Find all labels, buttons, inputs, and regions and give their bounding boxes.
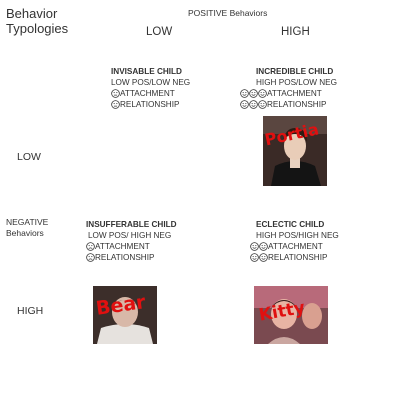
negative-axis-label <box>6 217 48 239</box>
kitty-photo <box>254 286 328 344</box>
happy-face-icon <box>250 253 259 262</box>
relationship-row <box>111 99 190 110</box>
negative-axis-label-line-1: NEGATIVE <box>6 217 49 227</box>
title-line-1: Behavior <box>6 6 58 21</box>
attachment-label: ATTACHMENT <box>95 242 150 251</box>
happy-face-icon <box>249 89 258 98</box>
kitty-label: Kitty <box>257 297 307 326</box>
attachment-row <box>240 241 339 252</box>
cell-name: ECLECTIC CHILD <box>256 220 325 229</box>
negative-low-label: LOW <box>17 151 41 163</box>
relationship-row <box>240 99 337 110</box>
relationship-row <box>240 252 339 263</box>
positive-high-label: HIGH <box>281 26 310 38</box>
cell-name: INVISABLE CHILD <box>111 67 182 76</box>
cell-invisable-child <box>111 66 190 110</box>
positive-low-label: LOW <box>146 26 173 38</box>
cell-levels: LOW POS/LOW NEG <box>111 78 191 87</box>
attachment-row <box>111 88 190 99</box>
relationship-label: RELATIONSHIP <box>95 253 155 262</box>
happy-face-icon <box>259 253 268 262</box>
cell-insufferable-child <box>86 219 177 263</box>
cell-name: INSUFFERABLE CHILD <box>86 220 177 229</box>
attachment-label: ATTACHMENT <box>120 89 175 98</box>
relationship-row <box>86 252 177 263</box>
sad-face-icon <box>86 253 95 262</box>
neutral-face-icon <box>111 89 120 98</box>
cell-levels: HIGH POS/HIGH NEG <box>256 231 339 240</box>
portia-photo <box>263 116 327 186</box>
happy-face-icon <box>249 100 258 109</box>
relationship-label: RELATIONSHIP <box>268 253 328 262</box>
attachment-label: ATTACHMENT <box>268 242 323 251</box>
cell-name: INCREDIBLE CHILD <box>256 67 334 76</box>
attachment-label: ATTACHMENT <box>267 89 322 98</box>
relationship-label: RELATIONSHIP <box>267 100 327 109</box>
portia-label: Portia <box>263 119 321 150</box>
title-line-2: Typologies <box>6 21 69 36</box>
happy-face-icon <box>258 89 267 98</box>
relationship-label: RELATIONSHIP <box>120 100 180 109</box>
happy-face-icon <box>258 100 267 109</box>
bear-photo <box>93 286 157 344</box>
cell-levels: LOW POS/ HIGH NEG <box>88 231 172 240</box>
happy-face-icon <box>240 89 249 98</box>
attachment-row <box>86 241 177 252</box>
happy-face-icon <box>240 100 249 109</box>
cell-eclectic-child <box>240 219 339 263</box>
happy-face-icon <box>259 242 268 251</box>
bear-label: Bear <box>94 291 147 320</box>
cell-levels: HIGH POS/LOW NEG <box>256 78 337 87</box>
diagram-title <box>6 6 68 36</box>
negative-high-label: HIGH <box>17 305 44 317</box>
attachment-row <box>240 88 337 99</box>
happy-face-icon <box>250 242 259 251</box>
negative-axis-label-line-2: Behaviors <box>6 228 44 238</box>
cell-incredible-child <box>240 66 337 110</box>
sad-face-icon <box>86 242 95 251</box>
neutral-face-icon <box>111 100 120 109</box>
positive-axis-label: POSITIVE Behaviors <box>188 8 268 18</box>
